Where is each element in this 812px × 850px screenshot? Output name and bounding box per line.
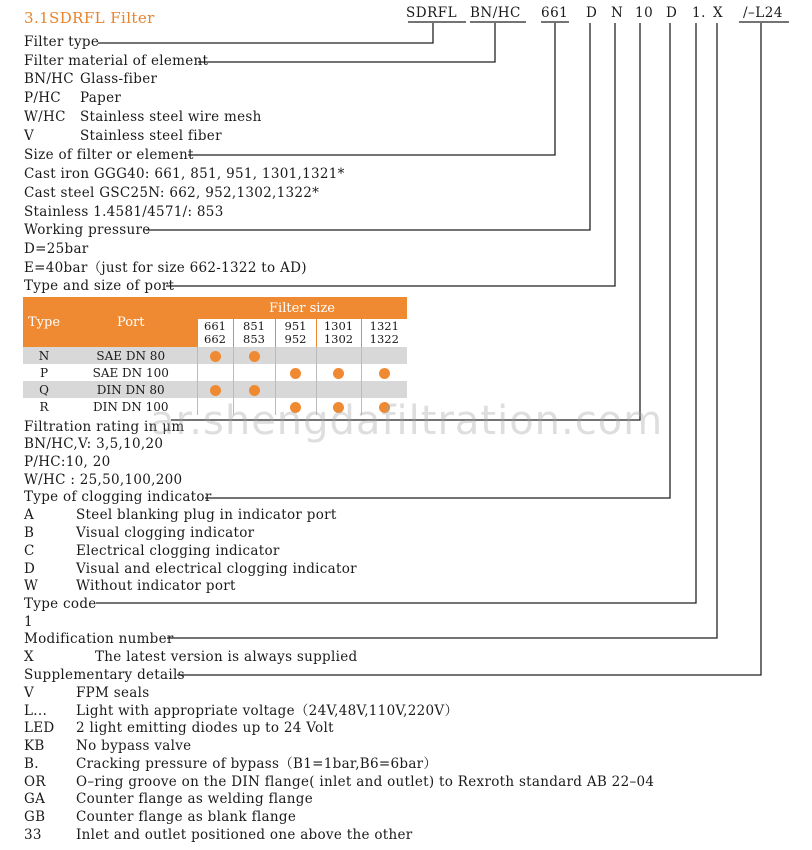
col-type-header: Type xyxy=(23,297,65,347)
supplementary-code: V xyxy=(24,685,35,701)
size-col-header: 1321 1322 xyxy=(361,319,407,347)
code-part-indicator: D xyxy=(666,5,678,21)
size-col-header: 1301 1302 xyxy=(316,319,361,347)
code-part-sdrfl: SDRFL xyxy=(406,5,458,21)
size-line: Cast steel GSC25N: 662, 952,1302,1322* xyxy=(24,185,320,201)
availability-cell xyxy=(316,347,361,364)
table-row xyxy=(23,347,407,364)
pressure-line: E=40bar（just for size 662-1322 to AD) xyxy=(24,260,307,276)
rating-line: P/HC:10, 20 xyxy=(24,454,111,470)
availability-cell xyxy=(197,364,233,381)
page-title: 3.1SDRFL Filter xyxy=(24,9,155,27)
code-part-material: BN/HC xyxy=(470,5,521,21)
clogging-code: A xyxy=(24,507,35,523)
type-code-value: 1 xyxy=(24,614,33,630)
code-part-size: 661 xyxy=(541,5,569,21)
supplementary-heading: Supplementary details xyxy=(24,667,185,683)
port-type-cell: P xyxy=(23,364,65,381)
material-heading: Filter material of element xyxy=(24,53,209,69)
availability-cell xyxy=(316,381,361,398)
modification-text: The latest version is always supplied xyxy=(95,649,358,665)
filter-type-heading: Filter type xyxy=(24,34,100,50)
code-part-supplementary: /–L24 xyxy=(743,5,783,21)
supplementary-text: Counter flange as welding flange xyxy=(76,791,313,808)
supplementary-text: Cracking pressure of bypass（B1=1bar,B6=6bar） xyxy=(76,755,438,772)
port-name-cell: DIN DN 100 xyxy=(65,398,197,415)
availability-cell xyxy=(316,364,361,381)
supplementary-text: Inlet and outlet positioned one above the other xyxy=(76,826,413,843)
availability-cell xyxy=(197,381,233,398)
clogging-heading: Type of clogging indicator xyxy=(24,489,212,505)
modification-heading: Modification number xyxy=(24,631,174,647)
availability-cell xyxy=(361,381,407,398)
code-part-rating: 10 xyxy=(635,5,654,21)
material-code: W/HC xyxy=(24,109,66,125)
clogging-code: W xyxy=(24,578,39,594)
port-type-cell: R xyxy=(23,398,65,415)
availability-cell xyxy=(233,347,275,364)
availability-dot-icon xyxy=(249,385,260,396)
availability-cell xyxy=(197,347,233,364)
table-row xyxy=(23,364,407,381)
clogging-text: Steel blanking plug in indicator port xyxy=(76,507,337,523)
availability-dot-icon xyxy=(379,368,390,379)
supplementary-text: Light with appropriate voltage（24V,48V,110V,220V） xyxy=(76,702,459,719)
pressure-heading: Working pressure xyxy=(24,222,151,238)
size-col-header: 661 662 xyxy=(197,319,233,347)
clogging-code: C xyxy=(24,543,35,559)
modification-code: X xyxy=(24,649,34,665)
availability-dot-icon xyxy=(333,368,344,379)
supplementary-text: O–ring groove on the DIN flange( inlet and outlet) to Rexroth standard AB 22–04 xyxy=(76,773,655,790)
availability-dot-icon xyxy=(210,351,221,362)
supplementary-code: L... xyxy=(24,702,48,719)
code-part-type-code: 1. xyxy=(692,5,706,21)
material-text: Stainless steel wire mesh xyxy=(80,109,262,125)
availability-dot-icon xyxy=(210,385,221,396)
code-part-port: N xyxy=(611,5,624,21)
port-name-cell: SAE DN 80 xyxy=(65,347,197,364)
material-text: Stainless steel fiber xyxy=(80,128,222,144)
availability-cell xyxy=(275,381,316,398)
table-row xyxy=(23,381,407,398)
port-heading: Type and size of port xyxy=(24,278,175,294)
supplementary-code: 33 xyxy=(24,826,42,843)
material-text: Paper xyxy=(80,90,122,106)
clogging-text: Visual clogging indicator xyxy=(76,525,255,541)
watermark: ar.shengdafiltration.com xyxy=(150,398,664,444)
size-line: Stainless 1.4581/4571/: 853 xyxy=(24,204,224,220)
col-port-header: Port xyxy=(65,297,197,347)
rating-line: W/HC : 25,50,100,200 xyxy=(24,472,183,488)
size-col-header: 851 853 xyxy=(233,319,275,347)
code-part-modification: X xyxy=(713,5,724,21)
material-code: BN/HC xyxy=(24,71,74,87)
supplementary-text: FPM seals xyxy=(76,685,150,701)
filter-size-header: Filter size xyxy=(197,297,407,319)
availability-cell xyxy=(361,364,407,381)
port-type-cell: N xyxy=(23,347,65,364)
size-line: Cast iron GGG40: 661, 851, 951, 1301,1321* xyxy=(24,166,345,182)
availability-cell xyxy=(233,364,275,381)
rating-line: BN/HC,V: 3,5,10,20 xyxy=(24,436,164,452)
availability-dot-icon xyxy=(249,351,260,362)
availability-cell xyxy=(275,364,316,381)
availability-cell xyxy=(275,347,316,364)
clogging-text: Electrical clogging indicator xyxy=(76,543,280,559)
type-code-heading: Type code xyxy=(24,596,97,612)
supplementary-code: LED xyxy=(24,720,55,737)
rating-heading: Filtration rating in μm xyxy=(24,419,185,435)
size-col-header: 951 952 xyxy=(275,319,316,347)
code-part-pressure: D xyxy=(586,5,598,21)
supplementary-code: B. xyxy=(24,755,39,772)
material-code: P/HC xyxy=(24,90,61,106)
supplementary-text: Counter flange as blank flange xyxy=(76,808,297,825)
supplementary-code: GB xyxy=(24,808,46,825)
clogging-text: Without indicator port xyxy=(76,578,236,594)
availability-dot-icon xyxy=(290,368,301,379)
supplementary-code: KB xyxy=(24,738,45,755)
pressure-line: D=25bar xyxy=(24,241,89,257)
port-type-cell: Q xyxy=(23,381,65,398)
size-heading: Size of filter or element xyxy=(24,147,194,163)
material-code: V xyxy=(24,128,35,144)
availability-cell xyxy=(361,347,407,364)
port-name-cell: DIN DN 80 xyxy=(65,381,197,398)
supplementary-text: No bypass valve xyxy=(76,738,192,755)
supplementary-text: 2 light emitting diodes up to 24 Volt xyxy=(76,720,334,737)
clogging-code: D xyxy=(24,561,36,577)
availability-cell xyxy=(233,381,275,398)
supplementary-code: GA xyxy=(24,791,46,808)
supplementary-code: OR xyxy=(24,773,46,790)
port-name-cell: SAE DN 100 xyxy=(65,364,197,381)
clogging-text: Visual and electrical clogging indicator xyxy=(76,561,357,577)
material-text: Glass-fiber xyxy=(80,71,158,87)
clogging-code: B xyxy=(24,525,35,541)
